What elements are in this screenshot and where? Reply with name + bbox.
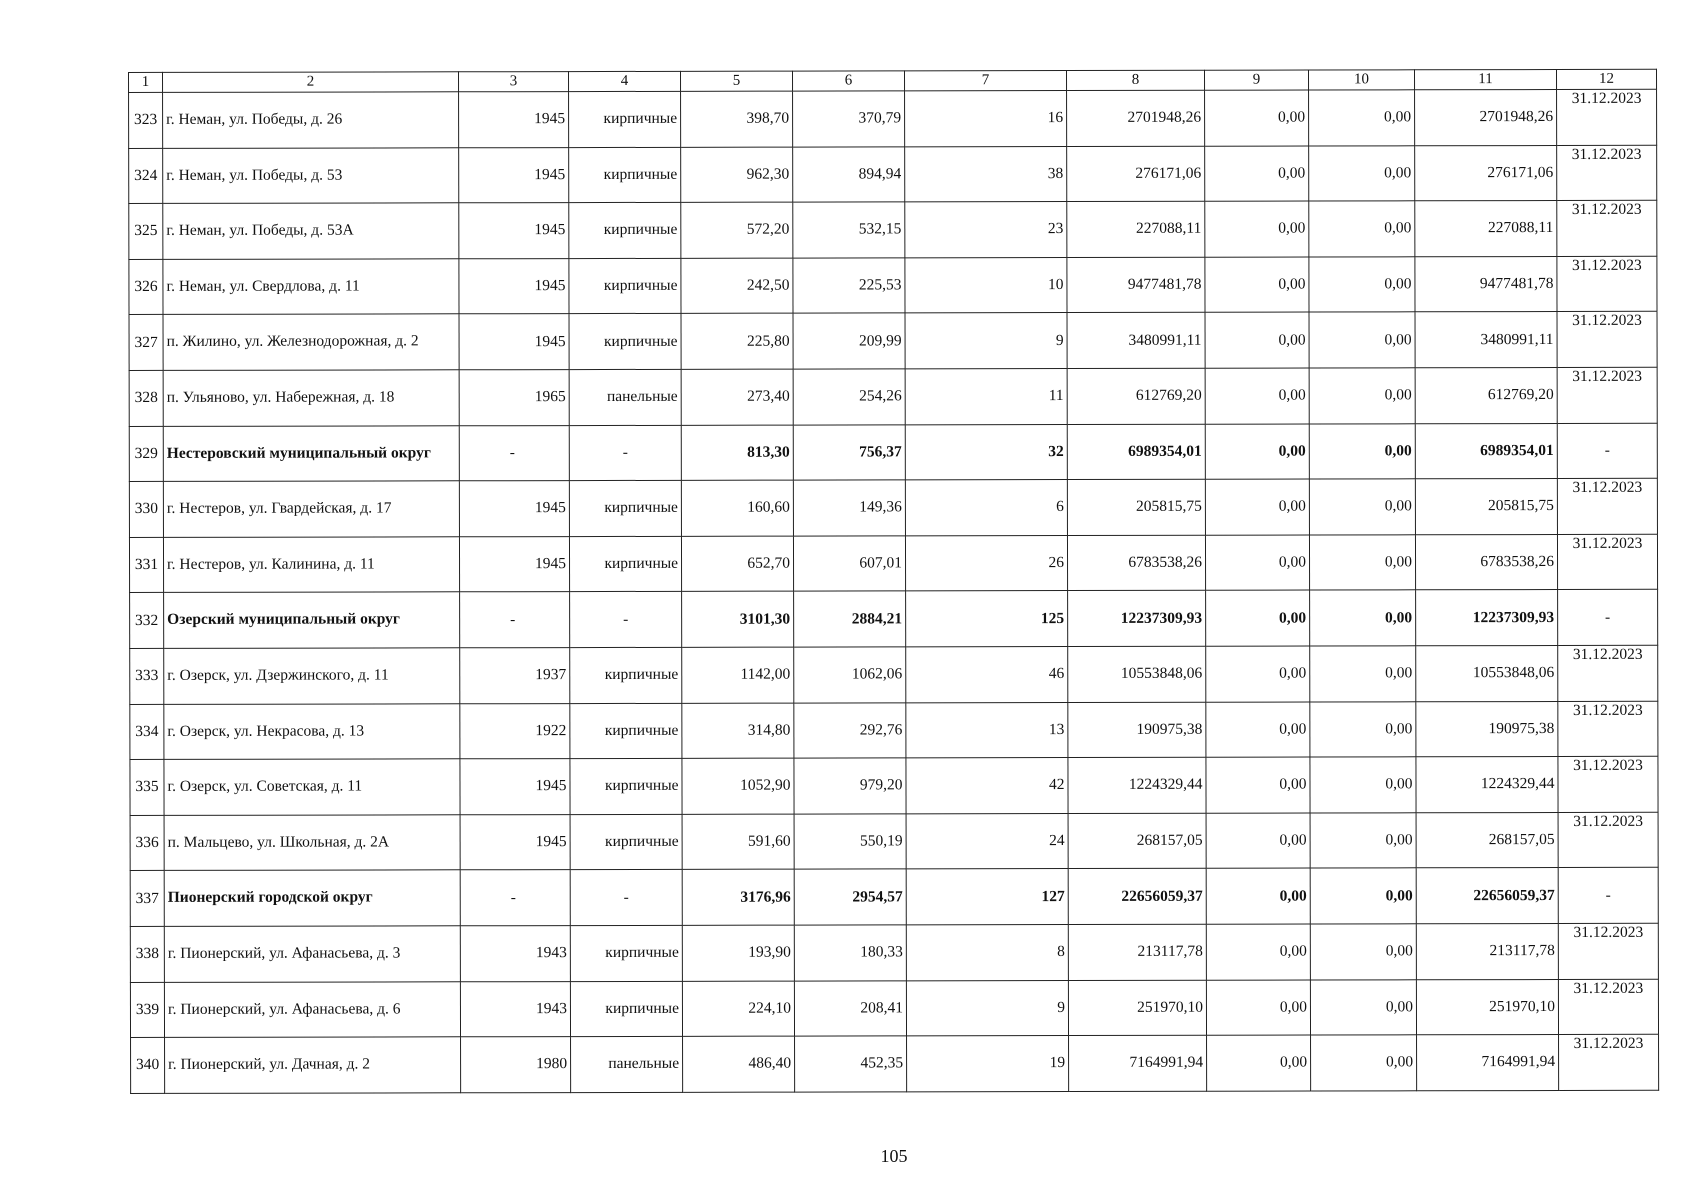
col-11-cell: 227088,11 <box>1415 201 1557 257</box>
table-body <box>129 89 1659 1093</box>
col-11-cell: 7164991,94 <box>1417 1035 1559 1091</box>
col-6-cell: 532,15 <box>793 202 905 258</box>
col-10-cell: 0,00 <box>1310 646 1416 702</box>
table-row <box>130 923 1658 982</box>
wall-material-cell: кирпичные <box>569 147 681 203</box>
col-8-cell: 213117,78 <box>1068 924 1206 980</box>
date-cell: 31.12.2023 <box>1559 1034 1659 1090</box>
wall-material-cell: кирпичные <box>569 203 681 259</box>
row-number-cell: 337 <box>130 871 164 927</box>
col-10-cell: 0,00 <box>1311 1035 1417 1091</box>
address-cell: г. Озерск, ул. Дзержинского, д. 11 <box>164 648 460 704</box>
year-cell: 1922 <box>460 703 570 759</box>
date-cell: 31.12.2023 <box>1558 923 1658 979</box>
col-7-cell: 24 <box>906 813 1068 869</box>
col-11-cell: 6783538,26 <box>1415 534 1557 590</box>
table-row <box>129 256 1657 315</box>
address-cell: г. Пионерский, ул. Афанасьева, д. 3 <box>164 926 460 982</box>
wall-material-cell: кирпичные <box>570 925 682 981</box>
year-cell: - <box>459 425 569 481</box>
col-9-cell: 0,00 <box>1206 868 1310 924</box>
row-number-cell: 334 <box>130 704 164 760</box>
col-11-cell: 2701948,26 <box>1415 90 1557 146</box>
col-10-cell: 0,00 <box>1310 701 1416 757</box>
year-cell: 1980 <box>461 1037 571 1093</box>
col-8-cell: 22656059,37 <box>1068 869 1206 925</box>
address-cell: г. Нестеров, ул. Гвардейская, д. 17 <box>163 481 459 537</box>
header-cell-col-4: 4 <box>569 71 681 91</box>
col-9-cell: 0,00 <box>1206 813 1310 869</box>
date-cell: - <box>1557 423 1657 479</box>
col-9-cell: 0,00 <box>1207 1035 1311 1091</box>
date-cell: 31.12.2023 <box>1557 145 1657 201</box>
date-cell: 31.12.2023 <box>1558 645 1658 701</box>
col-10-cell: 0,00 <box>1309 145 1415 201</box>
row-number-cell: 326 <box>129 259 163 315</box>
col-6-cell: 1062,06 <box>794 647 906 703</box>
col-7-cell: 10 <box>905 257 1067 313</box>
table-row <box>129 478 1657 537</box>
col-6-cell: 756,37 <box>793 424 905 480</box>
table-row <box>129 145 1657 204</box>
table-row <box>129 534 1657 593</box>
col-10-cell: 0,00 <box>1309 312 1415 368</box>
date-cell: 31.12.2023 <box>1558 756 1658 812</box>
row-number-cell: 333 <box>130 648 164 704</box>
col-8-cell: 12237309,93 <box>1068 591 1206 647</box>
col-8-cell: 612769,20 <box>1067 368 1205 424</box>
col-9-cell: 0,00 <box>1205 257 1309 313</box>
col-5-cell: 273,40 <box>681 369 793 425</box>
year-cell: 1945 <box>459 147 569 203</box>
address-cell: г. Неман, ул. Победы, д. 26 <box>163 92 459 148</box>
year-cell: - <box>460 592 570 648</box>
col-8-cell: 276171,06 <box>1067 146 1205 202</box>
col-7-cell: 26 <box>905 535 1067 591</box>
col-6-cell: 894,94 <box>793 146 905 202</box>
row-number-cell: 324 <box>129 148 163 204</box>
header-cell-col-7: 7 <box>904 71 1066 91</box>
col-10-cell: 0,00 <box>1310 868 1416 924</box>
wall-material-cell: кирпичные <box>570 814 682 870</box>
address-cell: Нестеровский муниципальный округ <box>163 425 459 481</box>
col-7-cell: 42 <box>906 758 1068 814</box>
wall-material-cell: кирпичные <box>569 314 681 370</box>
table-row <box>131 1034 1659 1093</box>
col-5-cell: 242,50 <box>681 258 793 314</box>
date-cell: 31.12.2023 <box>1557 200 1657 256</box>
col-11-cell: 3480991,11 <box>1415 312 1557 368</box>
col-10-cell: 0,00 <box>1310 590 1416 646</box>
col-7-cell: 16 <box>905 91 1067 147</box>
col-9-cell: 0,00 <box>1205 479 1309 535</box>
col-10-cell: 0,00 <box>1310 757 1416 813</box>
col-10-cell: 0,00 <box>1310 979 1416 1035</box>
col-11-cell: 6989354,01 <box>1415 423 1557 479</box>
col-5-cell: 572,20 <box>681 202 793 258</box>
col-5-cell: 224,10 <box>682 981 794 1037</box>
col-5-cell: 1052,90 <box>682 758 794 814</box>
col-7-cell: 23 <box>905 202 1067 258</box>
table-row <box>130 645 1658 704</box>
header-cell-col-3: 3 <box>459 72 569 92</box>
year-cell: 1945 <box>460 814 570 870</box>
date-cell: - <box>1558 868 1658 924</box>
col-6-cell: 180,33 <box>794 925 906 981</box>
col-11-cell: 190975,38 <box>1416 701 1558 757</box>
col-7-cell: 8 <box>906 924 1068 980</box>
wall-material-cell: панельные <box>571 1036 683 1092</box>
col-5-cell: 193,90 <box>682 925 794 981</box>
col-7-cell: 46 <box>906 646 1068 702</box>
table-row <box>129 200 1657 259</box>
col-10-cell: 0,00 <box>1309 90 1415 146</box>
table-row <box>129 312 1657 371</box>
col-9-cell: 0,00 <box>1206 757 1310 813</box>
col-10-cell: 0,00 <box>1309 368 1415 424</box>
col-10-cell: 0,00 <box>1309 479 1415 535</box>
col-10-cell: 0,00 <box>1309 257 1415 313</box>
wall-material-cell: кирпичные <box>569 258 681 314</box>
col-8-cell: 9477481,78 <box>1067 257 1205 313</box>
wall-material-cell: - <box>570 870 682 926</box>
col-6-cell: 208,41 <box>794 980 906 1036</box>
col-10-cell: 0,00 <box>1310 813 1416 869</box>
col-11-cell: 213117,78 <box>1416 923 1558 979</box>
address-cell: г. Озерск, ул. Советская, д. 11 <box>164 759 460 815</box>
col-11-cell: 9477481,78 <box>1415 256 1557 312</box>
col-5-cell: 652,70 <box>681 536 793 592</box>
address-cell: п. Ульяново, ул. Набережная, д. 18 <box>163 370 459 426</box>
wall-material-cell: кирпичные <box>569 536 681 592</box>
col-11-cell: 1224329,44 <box>1416 757 1558 813</box>
col-8-cell: 6989354,01 <box>1067 424 1205 480</box>
address-cell: г. Неман, ул. Свердлова, д. 11 <box>163 259 459 315</box>
col-7-cell: 19 <box>907 1036 1069 1092</box>
wall-material-cell: кирпичные <box>570 758 682 814</box>
col-6-cell: 370,79 <box>793 91 905 147</box>
table-row <box>130 701 1658 760</box>
col-9-cell: 0,00 <box>1206 980 1310 1036</box>
header-cell-col-8: 8 <box>1066 70 1204 90</box>
col-5-cell: 160,60 <box>681 480 793 536</box>
col-6-cell: 209,99 <box>793 313 905 369</box>
address-cell: п. Жилино, ул. Железнодорожная, д. 2 <box>163 314 459 370</box>
row-number-cell: 329 <box>129 426 163 482</box>
date-cell: 31.12.2023 <box>1558 812 1658 868</box>
date-cell: 31.12.2023 <box>1557 312 1657 368</box>
row-number-cell: 331 <box>129 537 163 593</box>
col-6-cell: 254,26 <box>793 369 905 425</box>
col-7-cell: 125 <box>906 591 1068 647</box>
col-6-cell: 979,20 <box>794 758 906 814</box>
row-number-cell: 332 <box>130 593 164 649</box>
col-7-cell: 6 <box>905 480 1067 536</box>
col-8-cell: 205815,75 <box>1067 479 1205 535</box>
address-cell: п. Мальцево, ул. Школьная, д. 2А <box>164 815 460 871</box>
col-6-cell: 292,76 <box>794 702 906 758</box>
col-7-cell: 9 <box>906 980 1068 1036</box>
address-cell: г. Озерск, ул. Некрасова, д. 13 <box>164 703 460 759</box>
col-10-cell: 0,00 <box>1309 535 1415 591</box>
col-9-cell: 0,00 <box>1205 146 1309 202</box>
year-cell: 1937 <box>460 648 570 704</box>
col-5-cell: 398,70 <box>681 91 793 147</box>
col-8-cell: 3480991,11 <box>1067 313 1205 369</box>
col-11-cell: 612769,20 <box>1415 367 1557 423</box>
year-cell: 1943 <box>460 981 570 1037</box>
date-cell: 31.12.2023 <box>1558 701 1658 757</box>
row-number-cell: 327 <box>129 315 163 371</box>
date-cell: 31.12.2023 <box>1557 534 1657 590</box>
col-5-cell: 813,30 <box>681 425 793 481</box>
col-6-cell: 225,53 <box>793 258 905 314</box>
table-row <box>129 367 1657 426</box>
table-row <box>130 812 1658 871</box>
year-cell: 1945 <box>459 481 569 537</box>
col-6-cell: 452,35 <box>795 1036 907 1092</box>
wall-material-cell: кирпичные <box>570 981 682 1037</box>
year-cell: 1943 <box>460 925 570 981</box>
col-9-cell: 0,00 <box>1205 535 1309 591</box>
col-8-cell: 251970,10 <box>1068 980 1206 1036</box>
subtotal-row <box>130 868 1658 927</box>
row-number-cell: 339 <box>130 982 164 1038</box>
col-9-cell: 0,00 <box>1205 90 1309 146</box>
row-number-cell: 323 <box>129 92 163 148</box>
header-cell-col-9: 9 <box>1204 70 1308 90</box>
col-8-cell: 6783538,26 <box>1067 535 1205 591</box>
row-number-cell: 340 <box>131 1038 165 1094</box>
address-cell: г. Неман, ул. Победы, д. 53А <box>163 203 459 259</box>
col-11-cell: 22656059,37 <box>1416 868 1558 924</box>
col-11-cell: 251970,10 <box>1416 979 1558 1035</box>
housing-registry-table <box>128 69 1659 1094</box>
col-7-cell: 9 <box>905 313 1067 369</box>
col-9-cell: 0,00 <box>1205 201 1309 257</box>
wall-material-cell: кирпичные <box>570 647 682 703</box>
year-cell: 1945 <box>459 314 569 370</box>
year-cell: 1945 <box>459 536 569 592</box>
table-row <box>130 756 1658 815</box>
date-cell: 31.12.2023 <box>1557 89 1657 145</box>
address-cell: г. Пионерский, ул. Афанасьева, д. 6 <box>164 981 460 1037</box>
col-10-cell: 0,00 <box>1310 924 1416 980</box>
col-11-cell: 10553848,06 <box>1416 645 1558 701</box>
header-cell-col-5: 5 <box>680 71 792 91</box>
col-8-cell: 7164991,94 <box>1069 1035 1207 1091</box>
col-5-cell: 3101,30 <box>682 591 794 647</box>
col-7-cell: 38 <box>905 146 1067 202</box>
col-10-cell: 0,00 <box>1309 201 1415 257</box>
col-8-cell: 227088,11 <box>1067 201 1205 257</box>
wall-material-cell: кирпичные <box>570 703 682 759</box>
row-number-cell: 336 <box>130 815 164 871</box>
year-cell: 1945 <box>460 759 570 815</box>
col-11-cell: 205815,75 <box>1415 479 1557 535</box>
col-9-cell: 0,00 <box>1205 312 1309 368</box>
col-5-cell: 314,80 <box>682 703 794 759</box>
col-6-cell: 149,36 <box>793 480 905 536</box>
col-9-cell: 0,00 <box>1206 590 1310 646</box>
wall-material-cell: кирпичные <box>569 91 681 147</box>
row-number-cell: 325 <box>129 204 163 260</box>
col-9-cell: 0,00 <box>1206 702 1310 758</box>
address-cell: Озерский муниципальный округ <box>164 592 460 648</box>
row-number-cell: 335 <box>130 760 164 816</box>
col-9-cell: 0,00 <box>1205 424 1309 480</box>
address-cell: г. Нестеров, ул. Калинина, д. 11 <box>163 537 459 593</box>
col-5-cell: 962,30 <box>681 147 793 203</box>
col-5-cell: 225,80 <box>681 313 793 369</box>
col-7-cell: 32 <box>905 424 1067 480</box>
col-8-cell: 1224329,44 <box>1068 757 1206 813</box>
col-7-cell: 11 <box>905 369 1067 425</box>
col-11-cell: 12237309,93 <box>1416 590 1558 646</box>
col-8-cell: 268157,05 <box>1068 813 1206 869</box>
wall-material-cell: - <box>569 425 681 481</box>
col-9-cell: 0,00 <box>1206 924 1310 980</box>
date-cell: 31.12.2023 <box>1558 979 1658 1035</box>
col-11-cell: 268157,05 <box>1416 812 1558 868</box>
col-5-cell: 486,40 <box>683 1036 795 1092</box>
col-7-cell: 127 <box>906 869 1068 925</box>
subtotal-row <box>129 423 1657 482</box>
col-8-cell: 190975,38 <box>1068 702 1206 758</box>
header-cell-col-12: 12 <box>1556 69 1656 89</box>
col-6-cell: 2884,21 <box>794 591 906 647</box>
address-cell: г. Неман, ул. Победы, д. 53 <box>163 147 459 203</box>
year-cell: 1945 <box>459 92 569 148</box>
col-6-cell: 550,19 <box>794 814 906 870</box>
date-cell: - <box>1558 590 1658 646</box>
date-cell: 31.12.2023 <box>1557 367 1657 423</box>
header-cell-col-2: 2 <box>163 72 459 93</box>
col-11-cell: 276171,06 <box>1415 145 1557 201</box>
date-cell: 31.12.2023 <box>1557 256 1657 312</box>
row-number-cell: 328 <box>129 370 163 426</box>
col-5-cell: 591,60 <box>682 814 794 870</box>
subtotal-row <box>130 590 1658 649</box>
header-cell-col-6: 6 <box>792 71 904 91</box>
year-cell: - <box>460 870 570 926</box>
col-9-cell: 0,00 <box>1206 646 1310 702</box>
address-cell: Пионерский городской округ <box>164 870 460 926</box>
col-8-cell: 10553848,06 <box>1068 646 1206 702</box>
header-cell-col-10: 10 <box>1308 70 1414 90</box>
col-5-cell: 3176,96 <box>682 869 794 925</box>
col-7-cell: 13 <box>906 702 1068 758</box>
date-cell: 31.12.2023 <box>1557 478 1657 534</box>
col-5-cell: 1142,00 <box>682 647 794 703</box>
page-number: 105 <box>880 1146 908 1166</box>
wall-material-cell: - <box>570 592 682 648</box>
row-number-cell: 330 <box>129 482 163 538</box>
col-8-cell: 2701948,26 <box>1067 90 1205 146</box>
table-row <box>130 979 1658 1038</box>
wall-material-cell: кирпичные <box>569 480 681 536</box>
col-6-cell: 607,01 <box>793 536 905 592</box>
table-row <box>129 89 1657 148</box>
col-9-cell: 0,00 <box>1205 368 1309 424</box>
year-cell: 1965 <box>459 370 569 426</box>
col-10-cell: 0,00 <box>1309 423 1415 479</box>
header-cell-col-1: 1 <box>129 72 163 92</box>
year-cell: 1945 <box>459 203 569 259</box>
col-6-cell: 2954,57 <box>794 869 906 925</box>
row-number-cell: 338 <box>130 926 164 982</box>
wall-material-cell: панельные <box>569 369 681 425</box>
header-cell-col-11: 11 <box>1414 70 1556 90</box>
address-cell: г. Пионерский, ул. Дачная, д. 2 <box>165 1037 461 1093</box>
year-cell: 1945 <box>459 258 569 314</box>
